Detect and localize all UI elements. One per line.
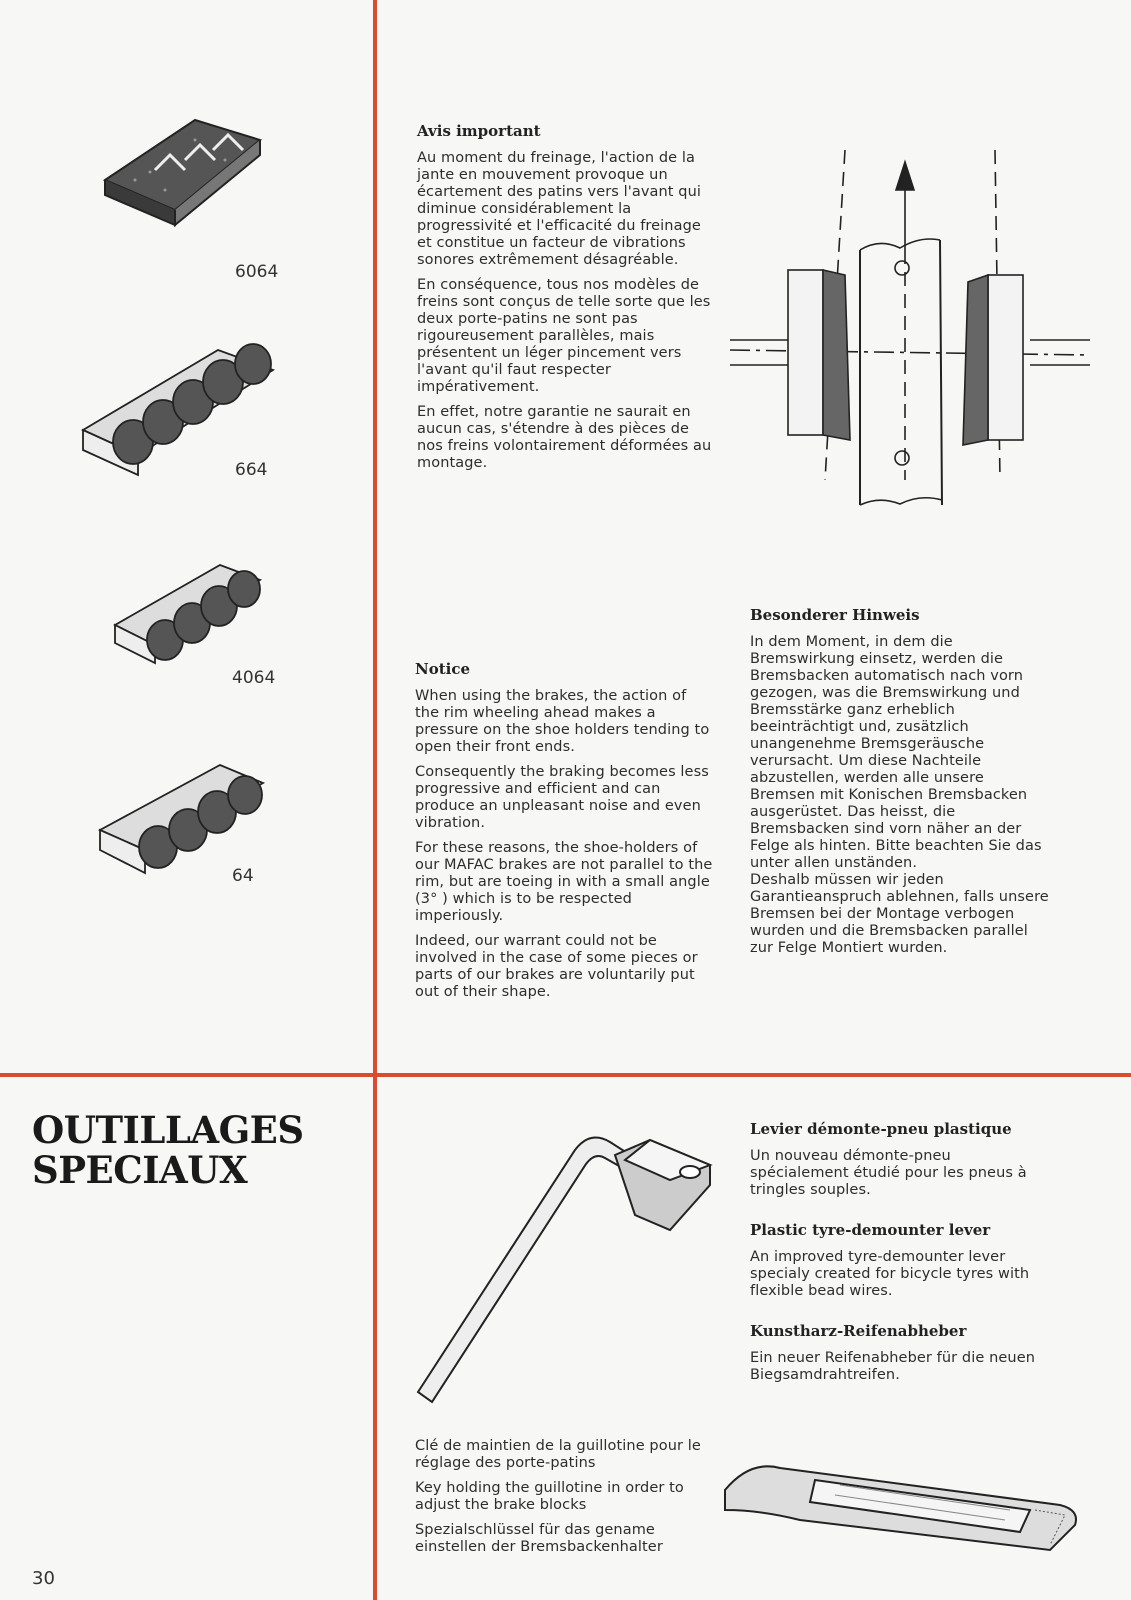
english-notice-paragraph: Indeed, our warrant could not be involved in the case of some pieces or parts of our brakes are voluntarily put out of their shape.: [415, 933, 698, 1000]
french-notice: [417, 122, 717, 480]
english-notice-paragraph: When using the brakes, the action of the rim wheeling ahead makes a pressure on the shoe holders tending to open their front ends.: [415, 688, 710, 755]
vertical-divider: [373, 0, 377, 1600]
section-title-line: SPECIAUX: [32, 1148, 248, 1192]
section-title-line: OUTILLAGES: [32, 1108, 304, 1152]
lever-tool-description: Ein neuer Reifenabheber für die neuen Biegsamdrahtreifen.: [750, 1350, 1036, 1383]
german-notice-heading: Besonderer Hinweis: [750, 606, 920, 624]
brake-toe-in-diagram: [730, 140, 1090, 510]
lever-tool-text: [750, 1120, 1050, 1392]
part-number-64: 64: [232, 866, 254, 886]
guillotine-key-illustration: [410, 1120, 730, 1410]
french-notice-paragraph: Au moment du freinage, l'action de la jante en mouvement provoque un écartement des patins vers l'avant qui diminue considérablement la progressivité et l'efficacité du freinage et constitue un facteur de vibrations sonores extrêmement désagréable.: [417, 150, 702, 268]
lever-tool-description: Un nouveau démonte-pneu spécialement étudié pour les pneus à tringles souples.: [750, 1148, 1027, 1198]
key-tool-captions: [415, 1438, 715, 1564]
english-notice: [415, 660, 715, 1009]
brake-block-664-illustration: [78, 330, 278, 480]
german-notice-paragraph: In dem Moment, in dem die Bremswirkung einsetz, werden die Bremsbacken automatisch nach vorn gezogen, was die Bremswirkung und Bremsstärke ganz erheblich beeinträchtigt und, zusätzlich unangenehme Bremsgeräusche verursacht. Um diese Nachteile abzustellen, werden alle unsere Bremsen mit Konischen Bremsbacken ausgerüstet. Das heisst, die Bremsbacken sind vorn näher an der Felge als hinten. Bitte beachten Sie das unter allen unständen.: [750, 634, 1042, 871]
horizontal-divider: [0, 1073, 1131, 1077]
german-notice-paragraph: Deshalb müssen wir jeden Garantieanspruch ablehnen, falls unsere Bremsen bei der Montage verbogen wurden und die Bremsbacken parallel zur Felge Montiert wurden.: [750, 872, 1049, 956]
part-number-6064: 6064: [235, 262, 279, 282]
section-title: [32, 1110, 304, 1190]
part-number-4064: 4064: [232, 668, 276, 688]
brake-block-6064-illustration: [95, 100, 275, 230]
french-notice-paragraph: En effet, notre garantie ne saurait en aucun cas, s'étendre à des pièces de nos freins volontairement déformées au montage.: [417, 404, 712, 471]
lever-tool-description: An improved tyre-demounter lever specialy created for bicycle tyres with flexible bead wires.: [750, 1249, 1030, 1299]
french-notice-heading: Avis important: [417, 122, 541, 140]
brake-block-4064-illustration: [110, 555, 270, 670]
lever-tool-heading: Kunstharz-Reifenabheber: [750, 1322, 967, 1340]
tyre-lever-illustration: [720, 1440, 1090, 1560]
key-tool-caption: Key holding the guillotine in order to adjust the brake blocks: [415, 1480, 684, 1513]
english-notice-paragraph: Consequently the braking becomes less progressive and efficient and can produce an unpleasant noise and even vibration.: [415, 764, 709, 831]
lever-tool-heading: Levier démonte-pneu plastique: [750, 1120, 1012, 1138]
lever-tool-heading: Plastic tyre-demounter lever: [750, 1221, 991, 1239]
english-notice-paragraph: For these reasons, the shoe-holders of our MAFAC brakes are not parallel to the rim, but are toeing in with a small angle (3° ) which is to be respected imperiously.: [415, 840, 713, 924]
english-notice-heading: Notice: [415, 660, 471, 678]
key-tool-caption: Clé de maintien de la guillotine pour le réglage des porte-patins: [415, 1438, 701, 1471]
part-number-664: 664: [235, 460, 268, 480]
german-notice: [750, 606, 1050, 965]
key-tool-caption: Spezialschlüssel für das gename einstellen der Bremsbackenhalter: [415, 1522, 663, 1555]
page-number: 30: [32, 1568, 55, 1589]
french-notice-paragraph: En conséquence, tous nos modèles de freins sont conçus de telle sorte que les deux porte-patins ne sont pas rigoureusement parallèles, mais présentent un léger pincement vers l'avant qu'il faut respecter impérativement.: [417, 277, 711, 395]
